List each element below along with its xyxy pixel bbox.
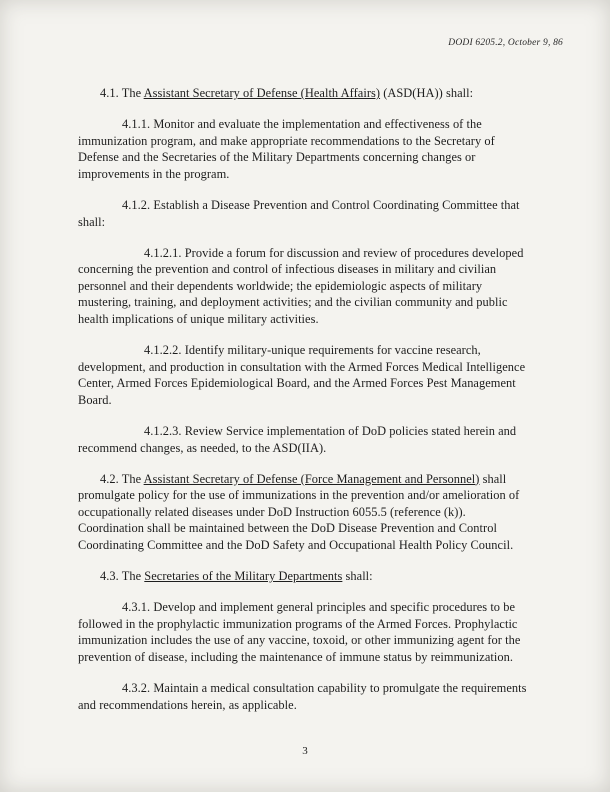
paragraph-4-1-2 [78, 197, 530, 230]
page-header-citation: DODI 6205.2, October 9, 86 [448, 38, 563, 48]
document-body [78, 85, 530, 728]
paragraph-lead-text: The [118, 569, 145, 584]
paragraph-number: 4.1.2.2. [144, 343, 182, 358]
paragraph-number: 4.3. [100, 569, 119, 584]
paragraph-number: 4.2. [100, 471, 119, 486]
paragraph-text: Establish a Disease Prevention and Control Coordinating Committee that shall: [78, 197, 520, 229]
paragraph-4-3-1 [78, 599, 530, 665]
paragraph-underlined-term: Secretaries of the Military Departments [144, 569, 343, 584]
paragraph-4-1-2-2 [78, 342, 530, 408]
paragraph-underlined-term: Assistant Secretary of Defense (Health Affairs) [143, 86, 381, 100]
paragraph-4-3 [78, 568, 530, 585]
paragraph-text: Review Service implementation of DoD policies stated herein and recommend changes, as needed, to the ASD(IIA). [78, 424, 517, 455]
paragraph-trailing-text: (ASD(HA)) shall: [380, 86, 474, 100]
paragraph-4-3-2 [78, 680, 530, 713]
paragraph-lead-text: The [118, 471, 144, 486]
paragraph-number: 4.1.1. [122, 117, 151, 132]
paragraph-text: Maintain a medical consultation capability to promulgate the requirements and recommendations herein, as applicable. [78, 681, 527, 712]
paragraph-number: 4.1.2.3. [144, 424, 182, 438]
page-number: 3 [302, 745, 308, 757]
paragraph-text: Develop and implement general principles and specific procedures to be followed in the prophylactic immunization programs of the Armed Forces. Prophylactic immunization includes the use of any vaccine, toxoid, or other immunizing agent for the prevention of disease, including the maintenance of immune status by reimmunization. [78, 600, 521, 665]
paragraph-4-1-1 [78, 116, 530, 182]
paragraph-number: 4.1.2. [122, 197, 151, 212]
paragraph-trailing-text: shall promulgate policy for the use of immunizations in the prevention and/or amelioration of occupationally related diseases under DoD Instruction 6055.5 (reference (k)). Coordination shall be maintained between the DoD Disease Prevention and Control Coordinating Committee and the DoD Safety and Occupational Health Policy Council. [78, 471, 520, 553]
paragraph-text: Identify military-unique requirements for vaccine research, development, and production in consultation with the Armed Forces Medical Intelligence Center, Armed Forces Epidemiological Board, and the Armed Forces Pest Management Board. [78, 343, 526, 407]
paragraph-trailing-text: shall: [342, 569, 373, 584]
paragraph-underlined-term: Assistant Secretary of Defense (Force Management and Personnel) [143, 471, 480, 486]
paragraph-number: 4.3.2. [122, 681, 151, 696]
paragraph-4-1 [78, 85, 530, 102]
paragraph-4-1-2-3 [78, 423, 530, 456]
paragraph-number: 4.1. [100, 86, 119, 100]
paragraph-text: Monitor and evaluate the implementation and effectiveness of the immunization program, and make appropriate recommendations to the Secretary of Defense and the Secretaries of the Military Departments concerning changes or improvements in the program. [78, 117, 495, 181]
paragraph-4-1-2-1 [78, 245, 530, 328]
paragraph-number: 4.1.2.1. [144, 245, 182, 260]
paragraph-number: 4.3.1. [122, 600, 151, 615]
paragraph-lead-text: The [118, 86, 144, 100]
paragraph-text: Provide a forum for discussion and review of procedures developed concerning the prevention and control of infectious diseases in military and civilian personnel and their dependents worldwide; the epidemiologic aspects of military mustering, training, and deployment activities; and the civilian community and public health implications of unique military activities. [78, 245, 524, 327]
paragraph-4-2 [78, 471, 530, 554]
